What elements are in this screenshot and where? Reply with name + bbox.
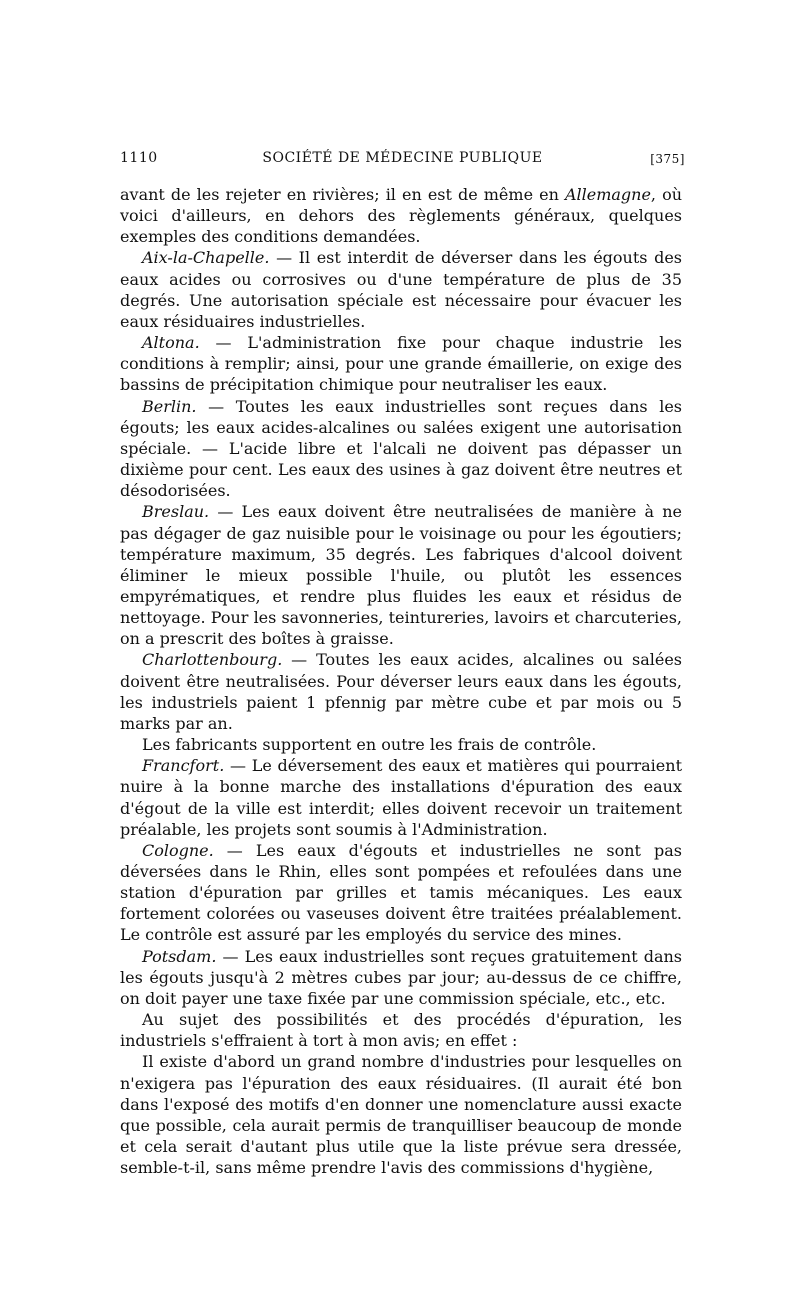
paragraph-au-sujet: Au sujet des possibilités et des procédés d'épuration, les industriels s'effraient à tort à mon avis; en effet : xyxy=(120,1010,682,1051)
page-reference: [375] xyxy=(650,152,685,166)
city-name: Aix-la-Chapelle. xyxy=(142,248,270,268)
paragraph-text: — Les eaux d'égouts et industrielles ne sont pas déversées dans le Rhin, elles sont pompées et refoulées dans une station d'épuration par grilles et tamis mécaniques. Les eaux fortement colorées ou vaseuses doivent être traitées préalablement. Le contrôle est assuré par les employés du service des mines. xyxy=(120,840,682,945)
country-name: Allemagne xyxy=(564,185,651,204)
paragraph-altona xyxy=(120,332,682,395)
paragraph-text: — Il est interdit de déverser dans les égouts des eaux acides ou corrosives ou d'une température de plus de 35 degrés. Une autorisation spéciale est nécessaire pour évacuer les eaux résiduaires industrielles. xyxy=(120,248,682,331)
city-name: Francfort. xyxy=(142,756,225,776)
paragraph-text: — Toutes les eaux acides, alcalines ou salées doivent être neutralisées. Pour déverser leurs eaux dans les égouts, les industriels paient 1 pfennig par mètre cube et par mois ou 5 marks par an. xyxy=(120,650,682,733)
page-number: 1110 xyxy=(120,150,158,166)
paragraph-text: — Les eaux industrielles sont reçues gratuitement dans les égouts jusqu'à 2 mètres cubes par jour; au-dessus de ce chiffre, on doit payer une taxe fixée par une commission spéciale, etc., etc. xyxy=(120,946,682,1008)
paragraph-aix-la-chapelle xyxy=(120,247,682,332)
paragraph-charlottenbourg xyxy=(120,649,682,734)
paragraph-il-existe: Il existe d'abord un grand nombre d'industries pour lesquelles on n'exigera pas l'épuration des eaux résiduaires. (Il aurait été bon dans l'exposé des motifs d'en donner une nomenclature aussi exacte que possible, cela aurait permis de tranquilliser beaucoup de monde et cela serait d'autant plus utile que la liste prévue sera dressée, semble-t-il, sans même prendre l'avis des commissions d'hygiène, xyxy=(120,1052,682,1178)
paragraph-fabricants: Les fabricants supportent en outre les frais de contrôle. xyxy=(142,735,597,755)
intro-text-end: , où voici d'ailleurs, en dehors des règlements généraux, quelques exemples des conditions demandées. xyxy=(120,185,683,247)
city-name: Breslau. xyxy=(142,502,210,522)
intro-paragraph xyxy=(120,184,682,247)
paragraph-text: — L'administration fixe pour chaque industrie les conditions à remplir; ainsi, pour une grande émaillerie, on exige des bassins de précipitation chimique pour neutraliser les eaux. xyxy=(120,333,682,395)
paragraph-cologne xyxy=(120,840,682,946)
city-name: Charlottenbourg. xyxy=(142,650,283,670)
city-name: Altona. xyxy=(142,333,200,353)
paragraph-text: — Les eaux doivent être neutralisées de manière à ne pas dégager de gaz nuisible pour le voisinage ou pour les égoutiers; température maximum, 35 degrés. Les fabriques d'alcool doivent éliminer le mieux possible l'huile, ou plutôt les essences empyrématiques, et rendre plus fluides les eaux et résidus de nettoyage. Pour les savonneries, teintureries, lavoirs et charcuteries, on a prescrit des boîtes à graisse. xyxy=(120,502,682,649)
paragraph-text: — Le déversement des eaux et matières qui pourraient nuire à la bonne marche des installations d'épuration des eaux d'égout de la ville est interdit; elles doivent recevoir un traitement préalable, les projets sont soumis à l'Administration. xyxy=(120,756,682,839)
paragraph-text: — Toutes les eaux industrielles sont reçues dans les égouts; les eaux acides-alcalines ou salées exigent une autorisation spéciale. — L'acide libre et l'alcali ne doivent pas dépasser un dixième pour cent. Les eaux des usines à gaz doivent être neutres et désodorisées. xyxy=(120,396,682,501)
paragraph-berlin xyxy=(120,396,682,502)
city-name: Potsdam. xyxy=(142,946,217,966)
paragraph-potsdam xyxy=(120,946,682,1009)
city-name: Berlin. xyxy=(142,396,197,416)
paragraph-breslau xyxy=(120,501,682,649)
running-header xyxy=(120,148,685,172)
intro-text: avant de les rejeter en rivières; il en est de même en xyxy=(120,185,565,204)
running-title: SOCIÉTÉ DE MÉDECINE PUBLIQUE xyxy=(262,150,543,166)
body-text xyxy=(120,184,682,1178)
city-name: Cologne. xyxy=(142,840,214,860)
paragraph-francfort xyxy=(120,755,682,840)
